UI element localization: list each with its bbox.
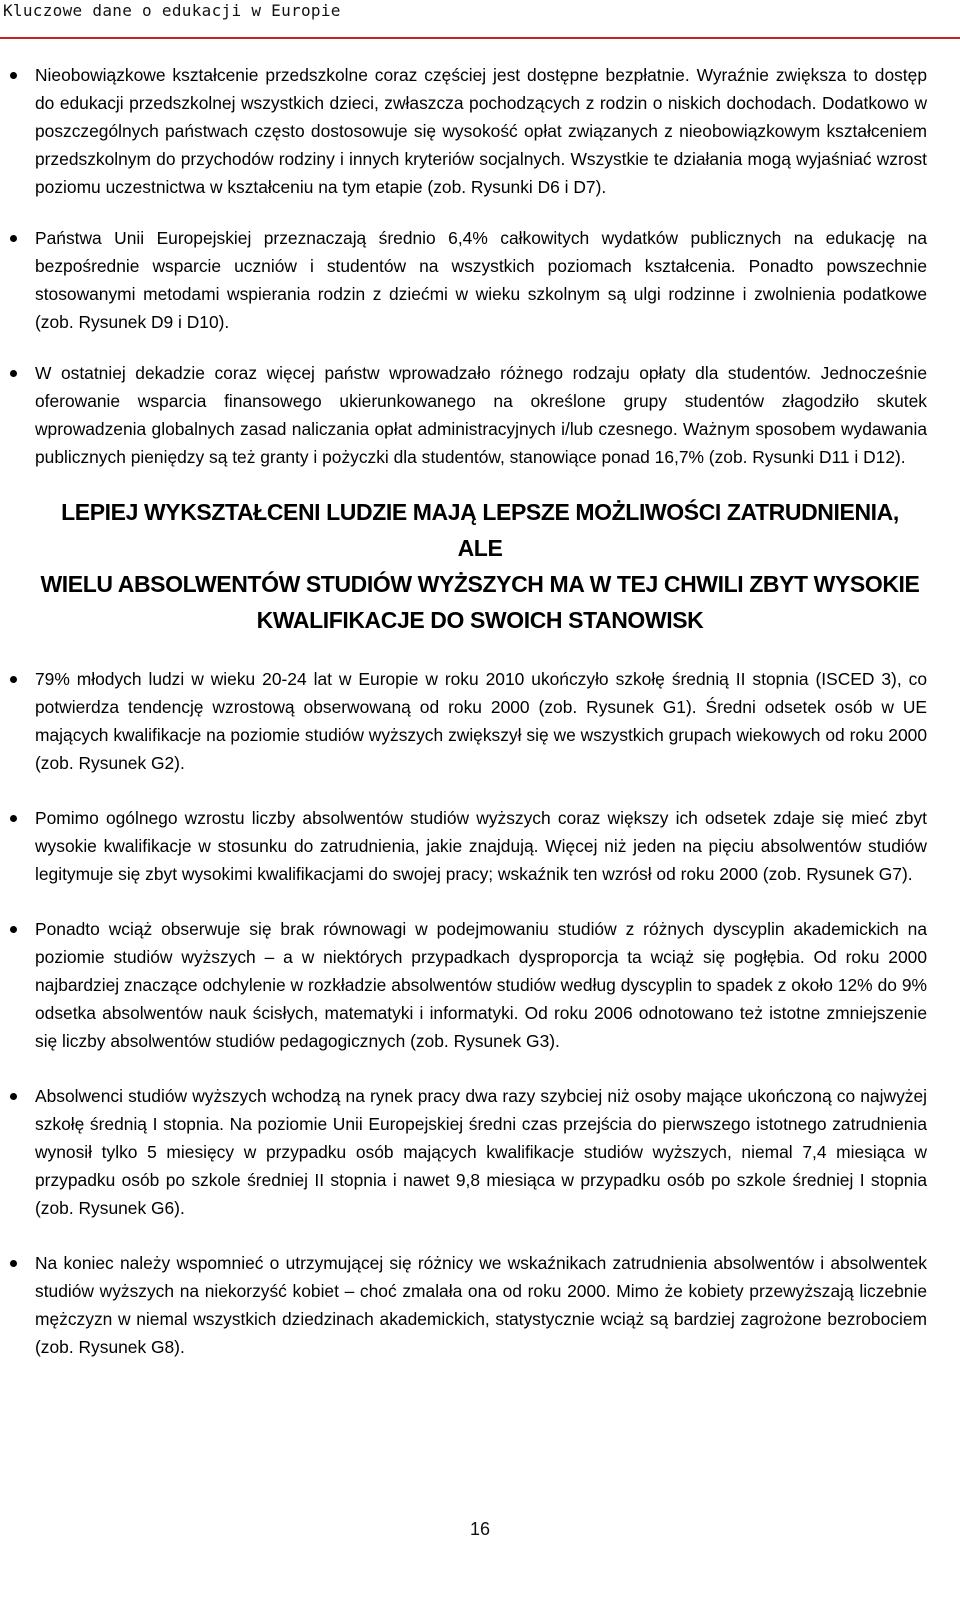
paragraph-text: Nieobowiązkowe kształcenie przedszkolne coraz częściej jest dostępne bezpłatnie. Wyraźnie zwiększa to dostęp do edukacji przedszkolnej wszystkich dzieci, zwłaszcza pochodzących z rodzin o niskich dochodach. Dodatkowo w poszczególnych państwach często dostosowuje się wysokość opłat związanych z nieobowiązkowym kształceniem przedszkolnym do przychodów rodziny i innych kryteriów socjalnych. Wszystkie te działania mogą wyjaśniać wzrost poziomu uczestnictwa w kształceniu na tym etapie (zob. Rysunki D6 i D7). <box>35 65 927 197</box>
bullet-icon <box>10 676 17 683</box>
bullet-icon <box>10 815 17 822</box>
list-item <box>0 359 960 471</box>
list-item <box>0 804 960 888</box>
bullet-icon <box>10 72 17 79</box>
list-item <box>0 665 960 777</box>
bullet-icon <box>10 1093 17 1100</box>
header-divider <box>0 37 960 39</box>
paragraph-text: W ostatniej dekadzie coraz więcej państw wprowadzało różnego rodzaju opłaty dla studentów. Jednocześnie oferowanie wsparcia finansowego ukierunkowanego na określone grupy studentów złagodziło skutek wprowadzenia globalnych zasad naliczania opłat administracyjnych i/lub czesnego. Ważnym sposobem wydawania publicznych pieniędzy są też granty i pożyczki dla studentów, stanowiące ponad 16,7% (zob. Rysunki D11 i D12). <box>35 363 927 467</box>
bullet-icon <box>10 235 17 242</box>
list-item <box>0 224 960 336</box>
section-heading-line: WIELU ABSOLWENTÓW STUDIÓW WYŻSZYCH MA W TEJ CHWILI ZBYT WYSOKIE <box>40 571 920 597</box>
bullet-icon <box>10 370 17 377</box>
section-heading-line: LEPIEJ WYKSZTAŁCENI LUDZIE MAJĄ LEPSZE MOŻLIWOŚCI ZATRUDNIENIA, ALE <box>61 499 899 561</box>
section-heading-line: KWALIFIKACJE DO SWOICH STANOWISK <box>256 607 704 633</box>
document-title: Kluczowe dane o edukacji w Europie <box>3 1 341 20</box>
paragraph-text: Na koniec należy wspomnieć o utrzymującej się różnicy we wskaźnikach zatrudnienia absolwentów i absolwentek studiów wyższych na niekorzyść kobiet – choć zmalała ona od roku 2000. Mimo że kobiety przewyższają liczebnie mężczyzn w niemal wszystkich dziedzinach akademickich, statystycznie wciąż są bardziej zagrożone bezrobociem (zob. Rysunek G8). <box>35 1253 927 1357</box>
bullet-list-employment <box>0 665 960 1361</box>
list-item <box>0 915 960 1055</box>
running-header <box>0 0 341 21</box>
paragraph-text: Absolwenci studiów wyższych wchodzą na rynek pracy dwa razy szybciej niż osoby mające ukończoną co najwyżej szkołę średnią I stopnia. Na poziomie Unii Europejskiej średni czas przejścia do pierwszego istotnego zatrudnienia wynosił tylko 5 miesięcy w przypadku osób mających kwalifikacje studiów wyższych, niemal 7,4 miesiąca w przypadku osób po szkole średniej II stopnia i nawet 9,8 miesiąca w przypadku osób po szkole średniej I stopnia (zob. Rysunek G6). <box>35 1086 927 1218</box>
page-content <box>0 61 960 1388</box>
list-item <box>0 1082 960 1222</box>
paragraph-text: Ponadto wciąż obserwuje się brak równowagi w podejmowaniu studiów z różnych dyscyplin akademickich na poziomie studiów wyższych – a w niektórych przypadkach dysproporcja ta wciąż się pogłębia. Od roku 2000 najbardziej znaczące odchylenie w rozkładzie absolwentów studiów według dyscyplin to spadek z około 12% do 9% odsetka absolwentów nauk ścisłych, matematyki i informatyki. Od roku 2006 odnotowano też istotne zmniejszenie się liczby absolwentów studiów pedagogicznych (zob. Rysunek G3). <box>35 919 927 1051</box>
page-number: 16 <box>469 1519 491 1539</box>
paragraph-text: 79% młodych ludzi w wieku 20-24 lat w Europie w roku 2010 ukończyło szkołę średnią II stopnia (ISCED 3), co potwierdza tendencję wzrostową obserwowaną od roku 2000 (zob. Rysunek G1). Średni odsetek osób w UE mających kwalifikacje na poziomie studiów wyższych zwiększył się we wszystkich grupach wiekowych od roku 2000 (zob. Rysunek G2). <box>35 669 927 773</box>
bullet-icon <box>10 926 17 933</box>
list-item <box>0 1249 960 1361</box>
bullet-list-funding <box>0 61 960 471</box>
list-item <box>0 61 960 201</box>
section-heading <box>0 494 960 638</box>
paragraph-text: Państwa Unii Europejskiej przeznaczają średnio 6,4% całkowitych wydatków publicznych na edukację na bezpośrednie wsparcie uczniów i studentów na wszystkich poziomach kształcenia. Ponadto powszechnie stosowanymi metodami wspierania rodzin z dziećmi w wieku szkolnym są ulgi rodzinne i zwolnienia podatkowe (zob. Rysunek D9 i D10). <box>35 228 927 332</box>
paragraph-text: Pomimo ogólnego wzrostu liczby absolwentów studiów wyższych coraz większy ich odsetek zdaje się mieć zbyt wysokie kwalifikacje w stosunku do zatrudnienia, jakie znajdują. Więcej niż jeden na pięciu absolwentów studiów legitymuje się zbyt wysokimi kwalifikacjami do swojej pracy; wskaźnik ten wzrósł od roku 2000 (zob. Rysunek G7). <box>35 808 927 884</box>
bullet-icon <box>10 1260 17 1267</box>
